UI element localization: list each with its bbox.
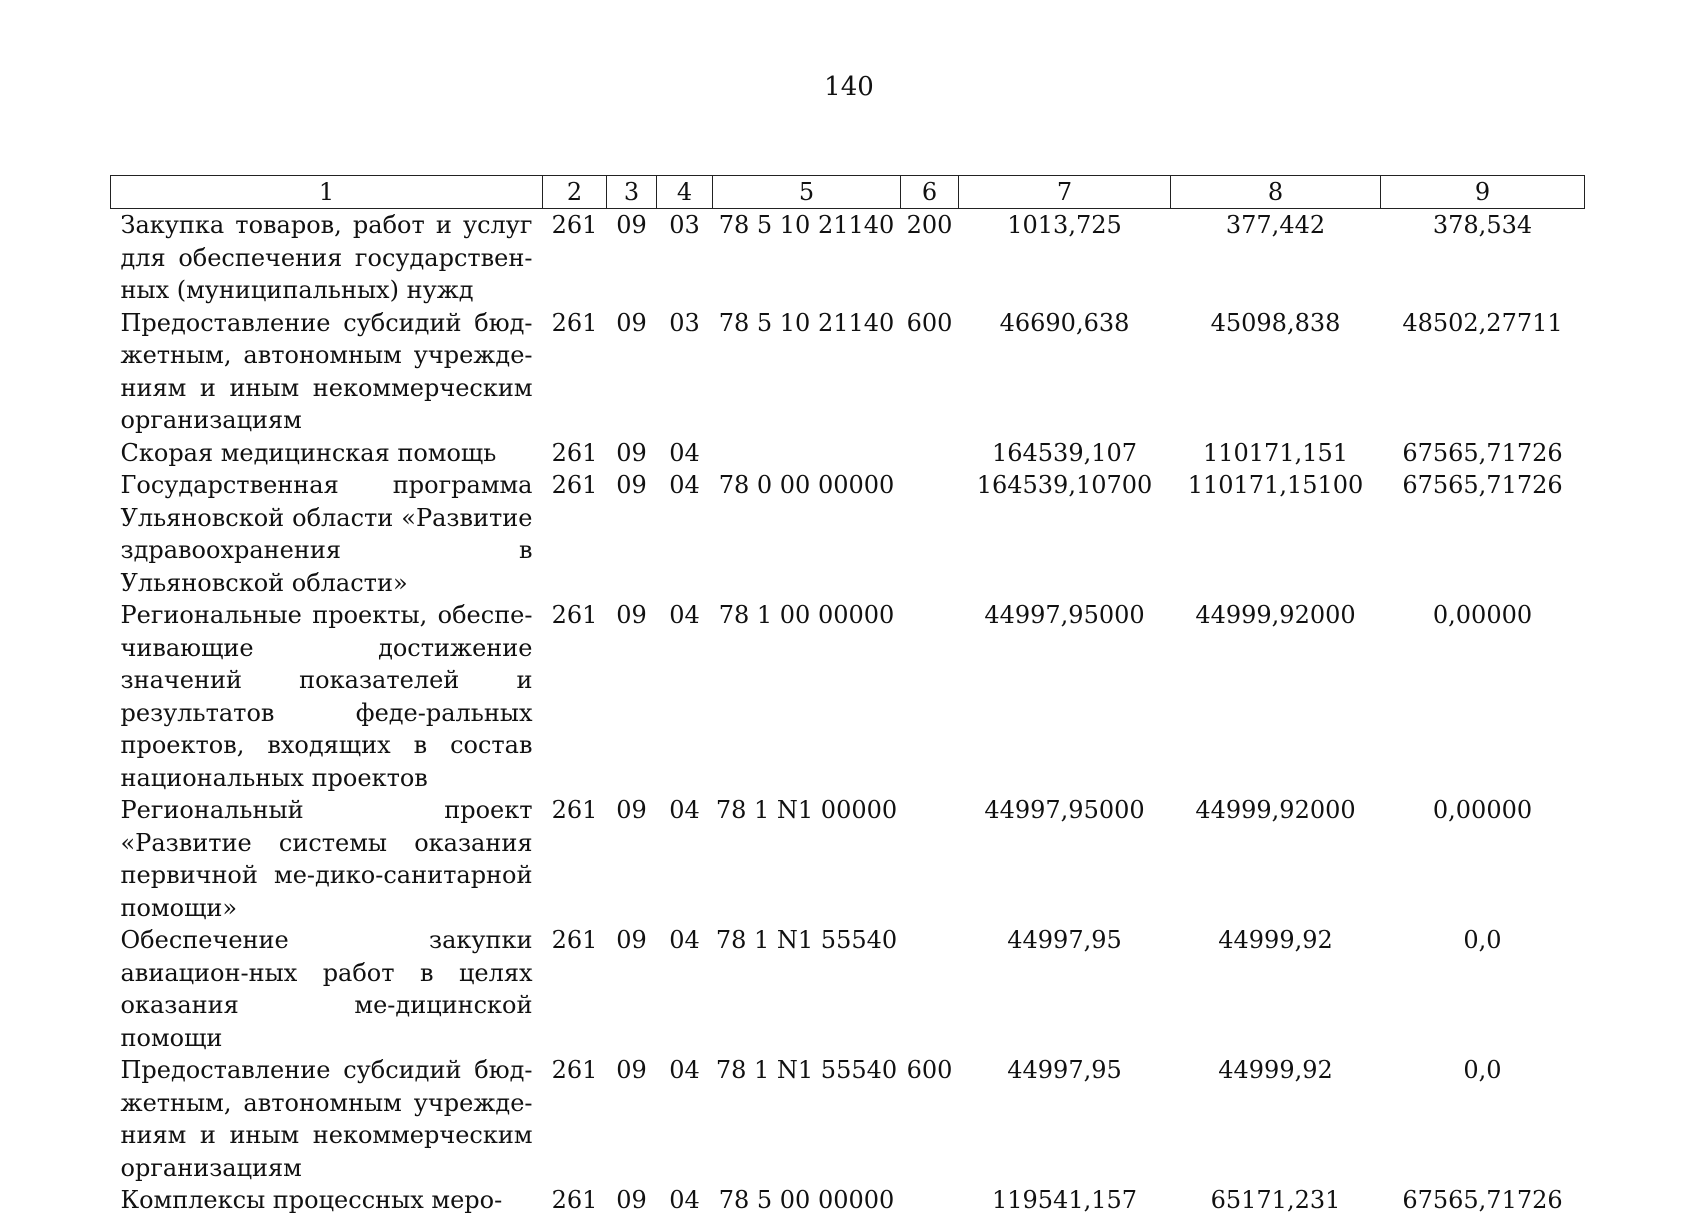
amount-col-7-cell: 44997,95000 (984, 601, 1145, 629)
table-row (111, 469, 1585, 599)
column-header: 2 (543, 176, 607, 209)
code-subsection-cell: 04 (669, 601, 700, 629)
amount-col-9-cell: 67565,71726 (1402, 438, 1563, 467)
code-target-article-cell: 78 5 10 21140 (718, 308, 895, 337)
code-target-article-cell: 78 5 00 00000 (718, 1186, 895, 1214)
code-subsection-cell: 04 (669, 796, 700, 824)
code-section-cell: 09 (616, 926, 647, 954)
table-row (111, 209, 1585, 307)
code-admin-cell: 261 (551, 471, 598, 499)
code-expense-type-cell: 600 (906, 1056, 953, 1084)
amount-col-9-cell: 48502,27711 (1402, 308, 1563, 337)
column-header: 7 (959, 176, 1171, 209)
code-section-cell: 09 (616, 601, 647, 629)
item-name-cell: Закупка товаров, работ и услуг для обеспечения государствен-ных (муниципальных) нужд (120, 211, 533, 304)
code-expense-type-cell (901, 599, 959, 794)
code-subsection-cell: 04 (669, 1056, 700, 1084)
amount-col-9-cell: 67565,71726 (1402, 1186, 1563, 1214)
code-subsection-cell: 04 (669, 1186, 700, 1214)
column-header: 1 (111, 176, 543, 209)
column-header: 8 (1171, 176, 1381, 209)
code-admin-cell: 261 (551, 211, 598, 239)
code-section-cell: 09 (616, 796, 647, 824)
code-expense-type-cell (901, 924, 959, 1054)
amount-col-8-cell: 44999,92 (1218, 1056, 1333, 1084)
code-subsection-cell: 04 (669, 471, 700, 499)
column-header: 9 (1381, 176, 1585, 209)
item-name-cell: Государственная программа Ульяновской области «Развитие здравоохранения в Ульяновской области» (120, 471, 533, 597)
code-target-article-cell (713, 437, 901, 470)
code-admin-cell: 261 (551, 438, 598, 467)
item-name-cell: Скорая медицинская помощь (120, 438, 497, 467)
code-section-cell: 09 (616, 1056, 647, 1084)
table-header-row (111, 176, 1585, 209)
code-target-article-cell: 78 1 N1 00000 (715, 796, 898, 824)
amount-col-8-cell: 44999,92000 (1195, 796, 1356, 824)
column-header: 6 (901, 176, 959, 209)
item-name-cell: Комплексы процессных меро- (120, 1186, 503, 1214)
table-body (111, 209, 1585, 1217)
item-name-cell: Предоставление субсидий бюд-жетным, автономным учрежде-ниям и иным некоммерческим организациям (120, 308, 533, 434)
code-expense-type-cell (901, 437, 959, 470)
amount-col-7-cell: 44997,95 (1007, 926, 1122, 954)
amount-col-8-cell: 65171,231 (1210, 1186, 1341, 1214)
code-admin-cell: 261 (551, 601, 598, 629)
code-expense-type-cell (901, 469, 959, 599)
amount-col-8-cell: 44999,92 (1218, 926, 1333, 954)
table-row (111, 794, 1585, 924)
code-section-cell: 09 (616, 1186, 647, 1214)
amount-col-8-cell: 45098,838 (1210, 308, 1341, 337)
code-subsection-cell: 03 (669, 308, 700, 337)
amount-col-8-cell: 377,442 (1225, 211, 1326, 239)
code-subsection-cell: 04 (669, 438, 700, 467)
code-expense-type-cell: 600 (906, 308, 953, 337)
amount-col-7-cell: 44997,95 (1007, 1056, 1122, 1084)
code-section-cell: 09 (616, 438, 647, 467)
amount-col-7-cell: 164539,10700 (976, 471, 1153, 499)
item-name-cell: Региональные проекты, обеспе-чивающие достижение значений показателей и результатов феде-ральных проектов, входящих в состав национальных проектов (120, 601, 533, 792)
code-section-cell: 09 (616, 471, 647, 499)
table-row (111, 437, 1585, 470)
code-admin-cell: 261 (551, 796, 598, 824)
column-header: 4 (657, 176, 713, 209)
table-row (111, 307, 1585, 437)
amount-col-7-cell: 46690,638 (999, 308, 1130, 337)
amount-col-7-cell: 164539,107 (991, 438, 1138, 467)
code-target-article-cell: 78 1 N1 55540 (715, 926, 898, 954)
code-section-cell: 09 (616, 308, 647, 337)
item-name-cell: Региональный проект «Развитие системы оказания первичной ме-дико-санитарной помощи» (120, 796, 533, 922)
table-row (111, 1054, 1585, 1184)
table-row (111, 924, 1585, 1054)
code-target-article-cell: 78 5 10 21140 (718, 211, 895, 239)
amount-col-8-cell: 110171,151 (1202, 438, 1349, 467)
item-name-cell: Предоставление субсидий бюд-жетным, автономным учрежде-ниям и иным некоммерческим организациям (120, 1056, 533, 1182)
code-target-article-cell: 78 1 00 00000 (718, 601, 895, 629)
budget-table (110, 175, 1585, 1217)
code-target-article-cell: 78 1 N1 55540 (715, 1056, 898, 1084)
code-admin-cell: 261 (551, 1186, 598, 1214)
code-admin-cell: 261 (551, 1056, 598, 1084)
amount-col-8-cell: 44999,92000 (1195, 601, 1356, 629)
table-row (111, 1184, 1585, 1217)
amount-col-9-cell: 0,0 (1463, 1056, 1502, 1084)
column-header: 3 (607, 176, 657, 209)
amount-col-9-cell: 0,00000 (1432, 796, 1533, 824)
amount-col-9-cell: 0,00000 (1432, 601, 1533, 629)
column-header: 5 (713, 176, 901, 209)
code-subsection-cell: 03 (669, 211, 700, 239)
code-expense-type-cell: 200 (906, 211, 953, 239)
page-number: 140 (824, 72, 874, 102)
code-admin-cell: 261 (551, 308, 598, 337)
code-target-article-cell: 78 0 00 00000 (718, 471, 895, 499)
amount-col-9-cell: 0,0 (1463, 926, 1502, 954)
code-section-cell: 09 (616, 211, 647, 239)
item-name-cell: Обеспечение закупки авиацион-ных работ в целях оказания ме-дицинской помощи (120, 926, 533, 1052)
code-subsection-cell: 04 (669, 926, 700, 954)
code-expense-type-cell (901, 794, 959, 924)
amount-col-7-cell: 1013,725 (1007, 211, 1122, 239)
table-row (111, 599, 1585, 794)
amount-col-7-cell: 44997,95000 (984, 796, 1145, 824)
amount-col-7-cell: 119541,157 (991, 1186, 1138, 1214)
code-expense-type-cell (901, 1184, 959, 1217)
amount-col-9-cell: 67565,71726 (1402, 471, 1563, 499)
code-admin-cell: 261 (551, 926, 598, 954)
amount-col-9-cell: 378,534 (1432, 211, 1533, 239)
amount-col-8-cell: 110171,15100 (1187, 471, 1364, 499)
